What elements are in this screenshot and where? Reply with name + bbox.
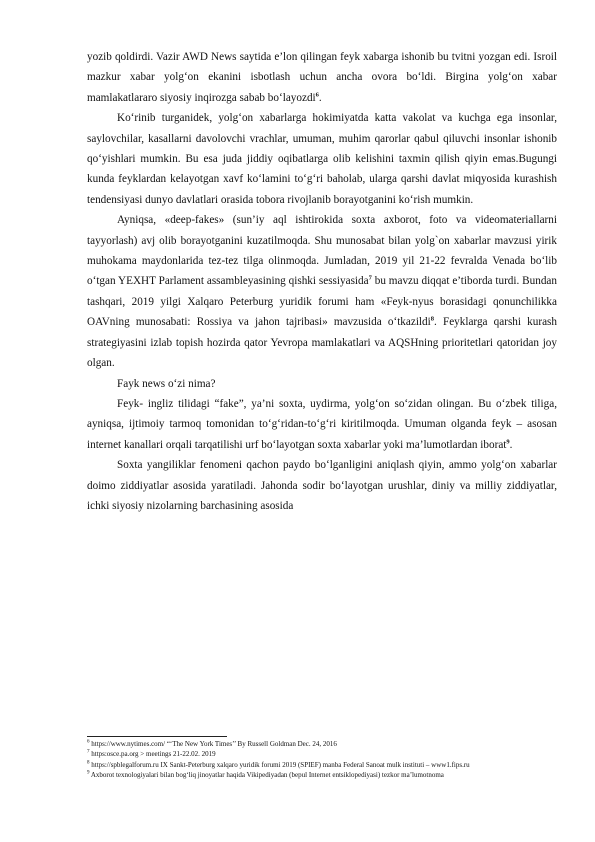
paragraph-5: Soxta yangiliklar fenomeni qachon paydo bo‘lganligini aniqlash qiyin, ammo yolg‘on xabarlar doimo ziddiyatlar asosida yaratiladi. Jahonda sodir bo‘layotgan urushlar, diniy va milliy ziddiyatlar, ichki siyosiy nizolarning barchasining asosida bbox=[87, 459, 557, 512]
footnote-ref-8[interactable]: 8 bbox=[430, 315, 434, 323]
paragraph-1: yozib qoldirdi. Vazir AWD News saytida e’lon qilingan feyk xabarga ishonib bu tvitni yozgan edi. Isroil mazkur xabar yolg‘on ekanini isbotlash uchun ancha ovora bo‘ldi. Birgina yolg‘on xabar mamlakatlararo siyosiy inqirozga sabab bo‘layozdi$^6$. bbox=[87, 51, 557, 104]
footnote-8: $^8$ https://spblegalforum.ru IX Sankt-Peterburg xalqaro yuridik forumi 2019 (SPIEF) manba Federal Sanoat mulk instituti – www1.fips.ru bbox=[87, 760, 470, 769]
footnotes bbox=[87, 739, 557, 780]
footnote-ref-6[interactable]: 6 bbox=[315, 91, 319, 99]
footnote-ref-9[interactable]: 9 bbox=[506, 437, 510, 445]
paragraph-3: Ayniqsa, «deep-fakes» (sun’iy aql ishtirokida soxta axborot, foto va videomateriallarni tayyorlash) avj olib borayotganini kuzatilmoqda. Shu munosabat bilan yolg`on xabarlar mavzusi yirik muhokama maydonlarida tez-tez tilga olinmoqda. Jumladan, 2019 yil 21-22 fevralda Venada bo‘lib o‘tgan YEXHT Parlament assambleyasining qishki sessiyasida$^7$ bu mavzu diqqat e’tiborda turdi. Bundan tashqari, 2019 yilgi Xalqaro Peterburg yuridik forumi ham «Feyk-nyus borasidagi qonunchilikka OAVning munosabati: Rossiya va jahon tajribasi» mavzusida o‘tkazildi$^8$. Feyklarga qarshi kurash strategiyasini izlab topish hozirda qator Yevropa mamlakatlari va AQSHning prioritetlari qatoridan joy olgan. bbox=[87, 214, 558, 370]
footnote-ref-7[interactable]: 7 bbox=[368, 274, 372, 282]
section-heading: Fayk news o‘zi nima? bbox=[117, 377, 216, 390]
paragraph-4: Feyk- ingliz tilidagi “fake”, ya’ni soxta, uydirma, yolg‘on so‘zidan olingan. Bu o‘zbek tiliga, ayniqsa, ijtimoiy tarmoq tomonidan to‘g‘ridan-to‘g‘ri kiritilmoqda. Umuman olganda feyk – asosan internet kanallari orqali tarqatilishi urf bo‘layotgan soxta xabarlar yoki ma’lumotlardan iborat$^9$. bbox=[87, 397, 557, 451]
footnote-9: $^9$ Axborot texnologiyalari bilan bog‘liq jinoyatlar haqida Vikipediyadan (bepul Internet entsiklopediyasi) tezkor ma’lumotnoma bbox=[87, 770, 444, 779]
body-text bbox=[87, 47, 557, 516]
footnote-7: $^7$ https:osce.pa.org > meetings 21-22.02. 2019 bbox=[87, 749, 216, 759]
paragraph-2: Ko‘rinib turganidek, yolg‘on xabarlarga hokimiyatda katta vakolat va kuchga ega insonlar, saylovchilar, kasallarni davolovchi vrachlar, umuman, muhim qarorlar qabul qiluvchi insonlar ishonib qo‘yishlari mumkin. Bu esa juda jiddiy oqibatlarga olib kelishini taxmin qilish qiyin emas.Bugungi kunda feyklardan kelayotgan xavf ko‘lamini to‘g‘ri baholab, ularga qarshi davlat miqyosida kurashish tendensiyasi dunyo davlatlari orasida tobora rivojlanib borayotganini ko‘rish mumkin. bbox=[87, 112, 557, 206]
footnote-6: $^6$ https://www.nytimes.com/ “‘The New York Times’’ By Russell Goldman Dec. 24, 2016 bbox=[87, 739, 337, 748]
footnote-divider bbox=[87, 736, 227, 737]
